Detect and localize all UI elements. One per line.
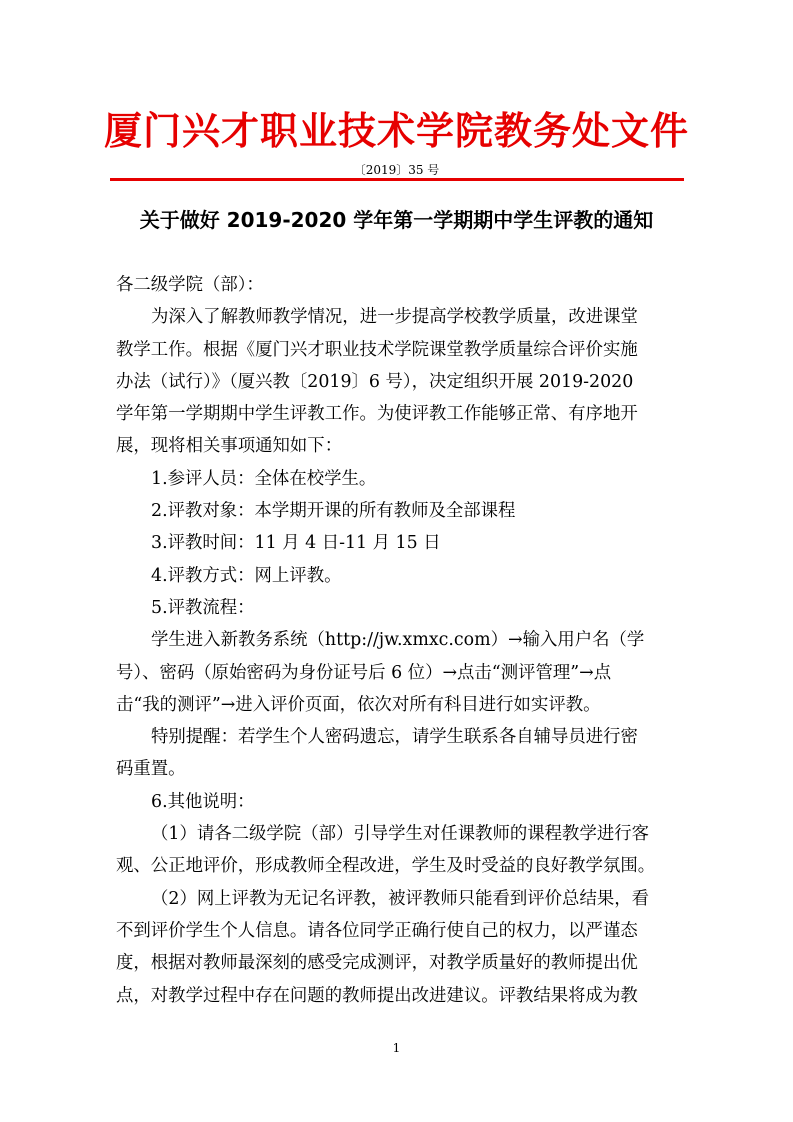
body-line: 办法（试行）》（厦兴教〔2019〕6 号），决定组织开展 2019-2020	[116, 371, 634, 392]
body-line: 码重置。	[116, 759, 186, 780]
body-line: 学年第一学期期中学生评教工作。为使评教工作能够正常、有序地开	[116, 404, 638, 425]
notice-body	[116, 269, 678, 1012]
body-line: 度，根据对教师最深刻的感受完成测评，对教学质量好的教师提出优	[116, 953, 638, 974]
body-line: 教学工作。根据《厦门兴才职业技术学院课堂教学质量综合评价实施	[116, 339, 638, 360]
list-item: 1.参评人员：全体在校学生。	[151, 468, 377, 489]
body-line: （2）网上评教为无记名评教，被评教师只能看到评价总结果，看	[151, 888, 650, 909]
red-divider	[110, 178, 684, 181]
page-number: 1	[392, 1041, 401, 1055]
body-line: 特别提醒：若学生个人密码遗忘，请学生联系各自辅导员进行密	[151, 727, 638, 748]
body-line: （1）请各二级学院（部）引导学生对任课教师的课程教学进行客	[151, 824, 650, 845]
body-line: 观、公正地评价，形成教师全程改进，学生及时受益的良好教学氛围。	[116, 856, 656, 877]
body-line: 展，现将相关事项通知如下：	[116, 436, 343, 457]
body-line: 击“我的测评”→进入评价页面，依次对所有科目进行如实评教。	[116, 694, 601, 715]
org-title: 厦门兴才职业技术学院教务处文件	[103, 108, 689, 153]
body-line: 不到评价学生个人信息。请各位同学正确行使自己的权力，以严谨态	[116, 920, 638, 941]
list-item: 2.评教对象：本学期开课的所有教师及全部课程	[151, 501, 516, 522]
body-line: 号）、密码（原始密码为身份证号后 6 位）→点击“测评管理”→点	[116, 662, 612, 683]
body-line: 学生进入新教务系统（http://jw.xmxc.com）→输入用户名（学	[151, 630, 645, 651]
body-line: 点，对教学过程中存在问题的教师提出改进建议。评教结果将成为教	[116, 985, 638, 1006]
body-line: 为深入了解教师教学情况，进一步提高学校教学质量，改进课堂	[151, 307, 638, 328]
list-item: 4.评教方式：网上评教。	[151, 565, 342, 586]
notice-title: 关于做好 2019-2020 学年第一学期期中学生评教的通知	[139, 208, 654, 232]
list-item: 5.评教流程：	[151, 597, 255, 618]
list-item: 3.评教时间：11 月 4 日-11 月 15 日	[151, 533, 441, 554]
document-number: 〔2019〕35 号	[353, 163, 440, 177]
salutation: 各二级学院（部）：	[116, 275, 264, 295]
list-item: 6.其他说明：	[151, 791, 255, 812]
